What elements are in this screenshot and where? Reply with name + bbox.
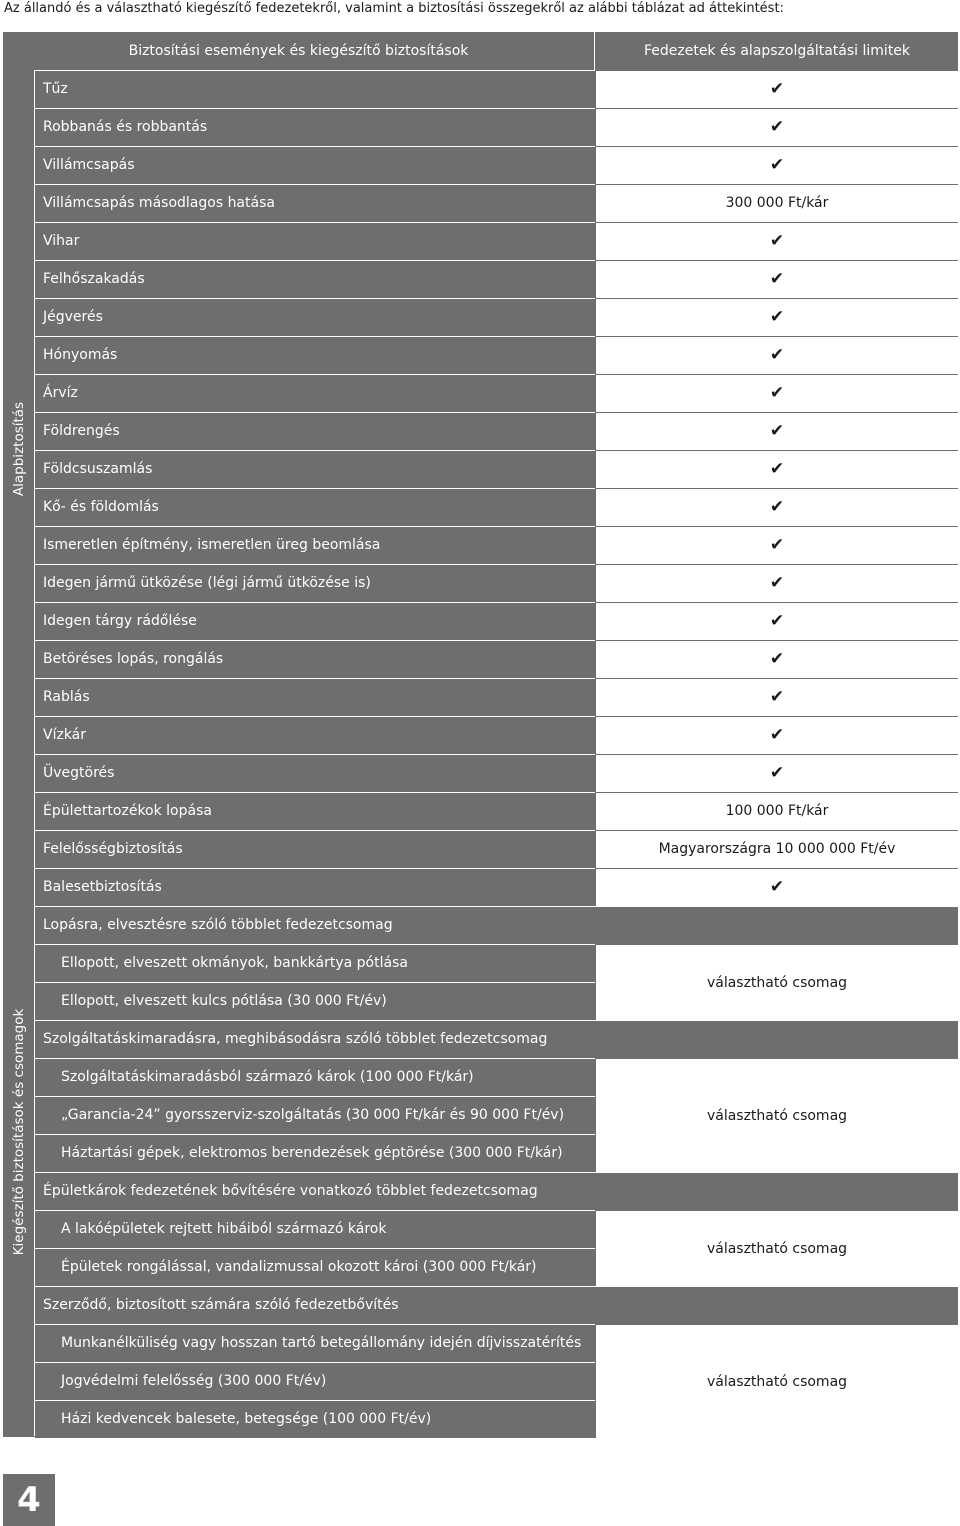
coverage-value: ✔ — [595, 146, 958, 184]
coverage-value: Magyarországra 10 000 000 Ft/év — [595, 830, 958, 868]
event-label: Vihar — [35, 222, 595, 260]
package-item: Munkanélküliség vagy hosszan tartó betegállomány idején díjvisszatérítés — [35, 1324, 595, 1362]
package-title: Szolgáltatáskimaradásra, meghibásodásra szóló többlet fedezetcsomag — [35, 1020, 958, 1058]
package-title: Lopásra, elvesztésre szóló többlet fedezetcsomag — [35, 906, 958, 944]
event-label: Hónyomás — [35, 336, 595, 374]
group-basic-text: Alapbiztosítás — [10, 401, 27, 497]
coverage-value: ✔ — [595, 336, 958, 374]
coverage-value: ✔ — [595, 222, 958, 260]
event-label: Rablás — [35, 678, 595, 716]
package-item: Szolgáltatáskimaradásból származó károk (100 000 Ft/kár) — [35, 1058, 595, 1096]
coverage-value: ✔ — [595, 716, 958, 754]
event-label: Robbanás és robbantás — [35, 108, 595, 146]
event-label: Villámcsapás másodlagos hatása — [35, 184, 595, 222]
coverage-value: ✔ — [595, 108, 958, 146]
coverage-value: 300 000 Ft/kár — [595, 184, 958, 222]
event-label: Épülettartozékok lopása — [35, 792, 595, 830]
event-label: Árvíz — [35, 374, 595, 412]
coverage-value: ✔ — [595, 488, 958, 526]
event-label: Földcsuszamlás — [35, 450, 595, 488]
package-value: választható csomag — [595, 1058, 958, 1172]
column-header-limits: Fedezetek és alapszolgáltatási limitek — [596, 32, 958, 70]
coverage-value: ✔ — [595, 298, 958, 336]
group-extra-label — [3, 828, 35, 1436]
event-label: Balesetbiztosítás — [35, 868, 595, 906]
event-label: Felelősségbiztosítás — [35, 830, 595, 868]
page-number: 4 — [3, 1474, 55, 1526]
intro-text: Az állandó és a választható kiegészítő fedezetekről, valamint a biztosítási összegekről az alábbi táblázat ad áttekintést: — [4, 1, 784, 16]
event-label: Üvegtörés — [35, 754, 595, 792]
coverage-value: 100 000 Ft/kár — [595, 792, 958, 830]
event-label: Felhőszakadás — [35, 260, 595, 298]
event-label: Kő- és földomlás — [35, 488, 595, 526]
package-item: Ellopott, elveszett kulcs pótlása (30 000 Ft/év) — [35, 982, 595, 1020]
coverage-value: ✔ — [595, 754, 958, 792]
package-title: Épületkárok fedezetének bővítésére vonatkozó többlet fedezetcsomag — [35, 1172, 958, 1210]
package-value: választható csomag — [595, 944, 958, 1020]
event-label: Földrengés — [35, 412, 595, 450]
coverage-value: ✔ — [595, 374, 958, 412]
coverage-value: ✔ — [595, 640, 958, 678]
coverage-value: ✔ — [595, 260, 958, 298]
package-title: Szerződő, biztosított számára szóló fedezetbővítés — [35, 1286, 958, 1324]
package-value: választható csomag — [595, 1210, 958, 1286]
event-label: Ismeretlen építmény, ismeretlen üreg beomlása — [35, 526, 595, 564]
coverage-value: ✔ — [595, 70, 958, 108]
event-label: Idegen tárgy rádőlése — [35, 602, 595, 640]
event-label: Idegen jármű ütközése (légi jármű ütközése is) — [35, 564, 595, 602]
event-label: Villámcsapás — [35, 146, 595, 184]
group-extra-text: Kiegészítő biztosítások és csomagok — [10, 1008, 27, 1256]
event-label: Vízkár — [35, 716, 595, 754]
event-label: Tűz — [35, 70, 595, 108]
package-item: Ellopott, elveszett okmányok, bankkártya pótlása — [35, 944, 595, 982]
coverage-value: ✔ — [595, 678, 958, 716]
coverage-value: ✔ — [595, 868, 958, 906]
package-item: Háztartási gépek, elektromos berendezések géptörése (300 000 Ft/kár) — [35, 1134, 595, 1172]
coverage-value: ✔ — [595, 602, 958, 640]
coverage-value: ✔ — [595, 412, 958, 450]
coverage-value: ✔ — [595, 526, 958, 564]
event-label: Betöréses lopás, rongálás — [35, 640, 595, 678]
package-item: Épületek rongálással, vandalizmussal okozott károi (300 000 Ft/kár) — [35, 1248, 595, 1286]
coverage-value: ✔ — [595, 450, 958, 488]
coverage-value: ✔ — [595, 564, 958, 602]
package-value: választható csomag — [595, 1324, 958, 1438]
event-label: Jégverés — [35, 298, 595, 336]
package-item: „Garancia-24” gyorsszerviz-szolgáltatás (30 000 Ft/kár és 90 000 Ft/év) — [35, 1096, 595, 1134]
package-item: Jogvédelmi felelősség (300 000 Ft/év) — [35, 1362, 595, 1400]
package-item: A lakóépületek rejtett hibáiból származó károk — [35, 1210, 595, 1248]
column-header-events: Biztosítási események és kiegészítő biztosítások — [3, 32, 595, 70]
package-item: Házi kedvencek balesete, betegsége (100 000 Ft/év) — [35, 1400, 595, 1438]
group-basic-label — [3, 70, 35, 828]
